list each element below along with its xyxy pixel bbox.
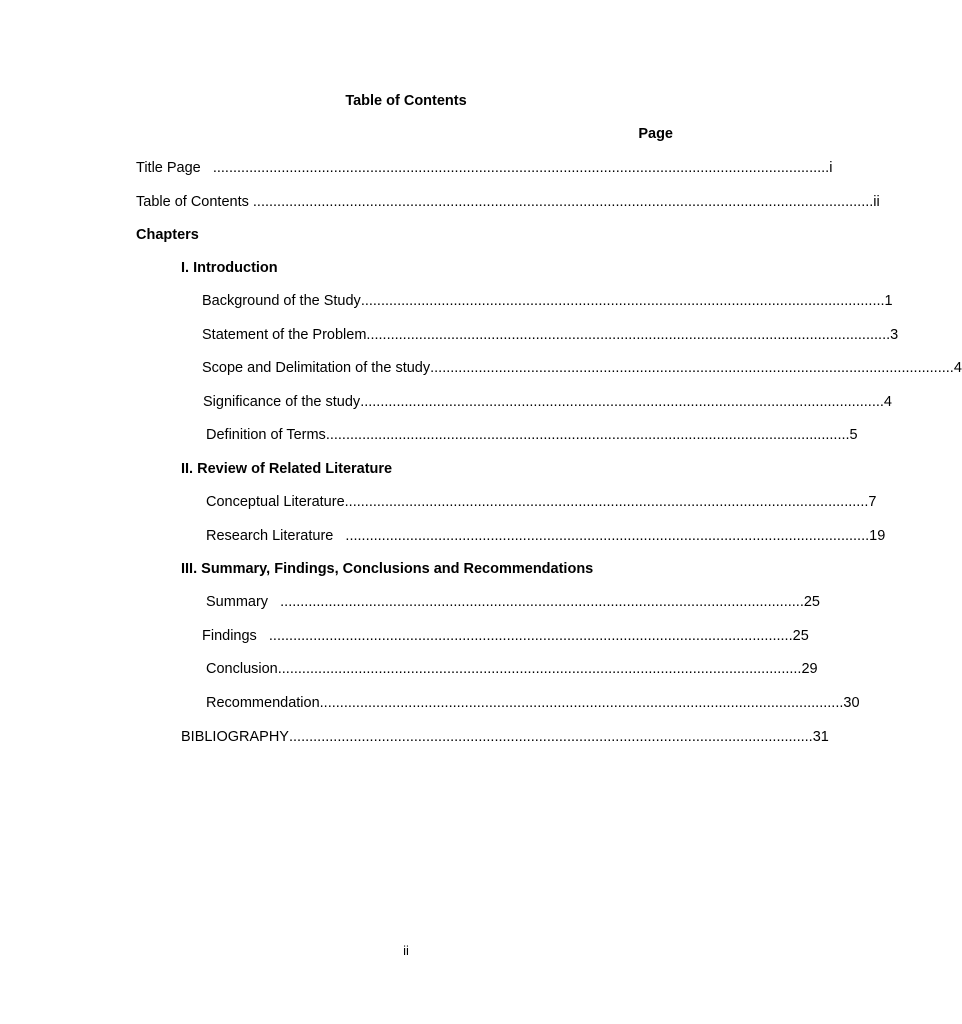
- toc-entry-significance: [203, 394, 892, 410]
- dot-leader: ..................................................................................................................................: [268, 594, 804, 610]
- chapters-heading: Chapters: [136, 227, 199, 243]
- dot-leader: ..................................................................................................................................: [360, 293, 885, 309]
- dot-leader: ..........................................................................................................................................................: [248, 194, 874, 210]
- toc-entry-background: [202, 293, 893, 309]
- toc-entry-page: 4: [953, 360, 962, 376]
- toc-entry-label: Background of the Study: [202, 293, 361, 309]
- toc-entry-page: 5: [849, 427, 858, 443]
- toc-entry-page: 1: [884, 293, 893, 309]
- toc-entry-conclusion: [206, 661, 818, 677]
- toc-entry-page: 3: [890, 327, 899, 343]
- toc-entry-page: 29: [801, 661, 818, 677]
- toc-entry-label: BIBLIOGRAPHY: [181, 729, 289, 745]
- toc-entry-label: Table of Contents: [136, 194, 249, 210]
- toc-entry-label: Title Page: [136, 160, 201, 176]
- toc-entry-conceptual: [206, 494, 877, 510]
- toc-entry-page: i: [829, 160, 833, 176]
- toc-entry-scope: [202, 360, 962, 376]
- toc-entry-bibliography: [181, 729, 829, 745]
- toc-entry-label: Findings: [202, 628, 257, 644]
- toc-entry-recommendation: [206, 695, 860, 711]
- chapter-heading-review: II. Review of Related Literature: [181, 461, 393, 477]
- toc-entry-label: Conceptual Literature: [206, 494, 345, 510]
- toc-entry-page: ii: [873, 194, 880, 210]
- dot-leader: ..................................................................................................................................: [277, 661, 802, 677]
- toc-entry-title-page: [136, 160, 833, 176]
- toc-entry-label: Scope and Delimitation of the study: [202, 360, 431, 376]
- dot-leader: ..................................................................................................................................: [344, 494, 869, 510]
- dot-leader: ..................................................................................................................................: [360, 394, 884, 410]
- dot-leader: ..................................................................................................................................: [325, 427, 850, 443]
- dot-leader: ..................................................................................................................................: [333, 528, 870, 544]
- chapter-heading-summary: III. Summary, Findings, Conclusions and Recommendations: [181, 561, 594, 577]
- toc-entry-label: Summary: [206, 594, 269, 610]
- chapter-heading-introduction: I. Introduction: [181, 260, 278, 276]
- toc-entry-label: Conclusion: [206, 661, 278, 677]
- toc-entry-label: Significance of the study: [203, 394, 361, 410]
- toc-entry-page: 7: [868, 494, 877, 510]
- dot-leader: ..................................................................................................................................: [256, 628, 793, 644]
- dot-leader: ..................................................................................................................................: [288, 729, 813, 745]
- toc-entry-definition: [206, 427, 858, 443]
- toc-entry-research: [206, 528, 886, 544]
- toc-entry-table-of-contents: [136, 194, 880, 210]
- toc-entry-label: Definition of Terms: [206, 427, 326, 443]
- dot-leader: ..................................................................................................................................: [430, 360, 954, 376]
- toc-entry-label: Statement of the Problem: [202, 327, 367, 343]
- footer-page-number: ii: [403, 943, 409, 958]
- toc-entry-statement: [202, 327, 899, 343]
- toc-entry-page: 25: [803, 594, 820, 610]
- toc-entry-label: Research Literature: [206, 528, 334, 544]
- page-column-heading: Page: [638, 126, 673, 142]
- toc-entry-page: 31: [812, 729, 829, 745]
- page-title: Table of Contents: [345, 93, 467, 109]
- toc-entry-label: Recommendation: [206, 695, 320, 711]
- toc-entry-findings: [202, 628, 809, 644]
- toc-entry-page: 25: [792, 628, 809, 644]
- toc-entry-page: 4: [883, 394, 892, 410]
- dot-leader: .........................................................................................................................................................: [200, 160, 830, 176]
- dot-leader: ..................................................................................................................................: [366, 327, 891, 343]
- toc-entry-page: 30: [843, 695, 860, 711]
- toc-entry-page: 19: [869, 528, 886, 544]
- dot-leader: ..................................................................................................................................: [319, 695, 844, 711]
- toc-entry-summary: [206, 594, 820, 610]
